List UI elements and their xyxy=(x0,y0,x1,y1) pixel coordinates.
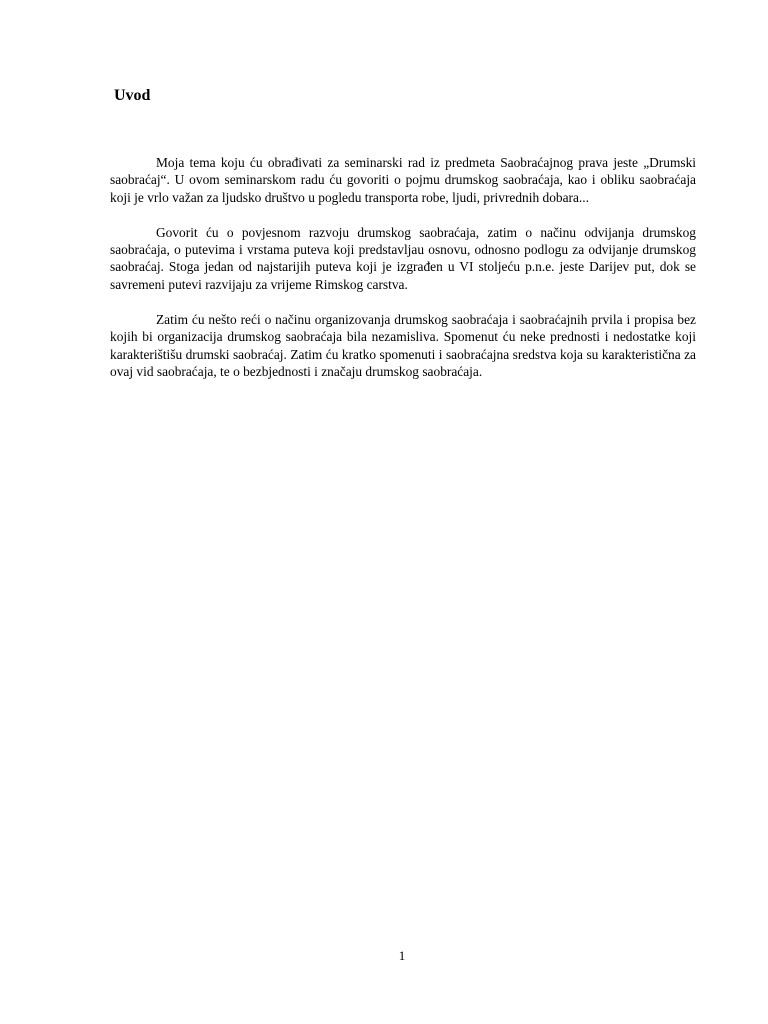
paragraph-1: Moja tema koju ću obrađivati za seminarski rad iz predmeta Saobraćajnog prava jeste „Drumski saobraćaj“. U ovom seminarskom radu ću govoriti o pojmu drumskog saobraćaja, kao i obliku saobraćaja koji je vrlo važan za ljudsko društvo u pogledu transporta robe, ljudi, privrednih dobara... xyxy=(110,155,696,205)
paragraph-2: Govorit ću o povjesnom razvoju drumskog saobraćaja, zatim o načinu odvijanja drumskog saobraćaja, o putevima i vrstama puteva koji predstavljau osnovu, odnosno podlogu za odvijanje drumskog saobraćaj. Stoga jedan od najstarijih puteva koji je izgrađen u VI stoljeću p.n.e. jeste Darijev put, dok se savremeni putevi razvijaju za vrijeme Rimskog carstva. xyxy=(110,224,696,292)
document-body xyxy=(110,154,696,398)
paragraph-3: Zatim ću nešto reći o načinu organizovanja drumskog saobraćaja i saobraćajnih prvila i propisa bez kojih bi organizacija drumskog saobraćaja bila nezamisliva. Spomenut ću neke prednosti i nedostatke koji karakterištišu drumski saobraćaj. Zatim ću kratko spomenuti i saobraćajna sredstva koja su karakteristična za ovaj vid saobraćaja, te o bezbjednosti i značaju drumskog saobraćaja. xyxy=(110,312,696,379)
section-heading: Uvod xyxy=(114,87,151,104)
page-number: 1 xyxy=(398,948,406,963)
